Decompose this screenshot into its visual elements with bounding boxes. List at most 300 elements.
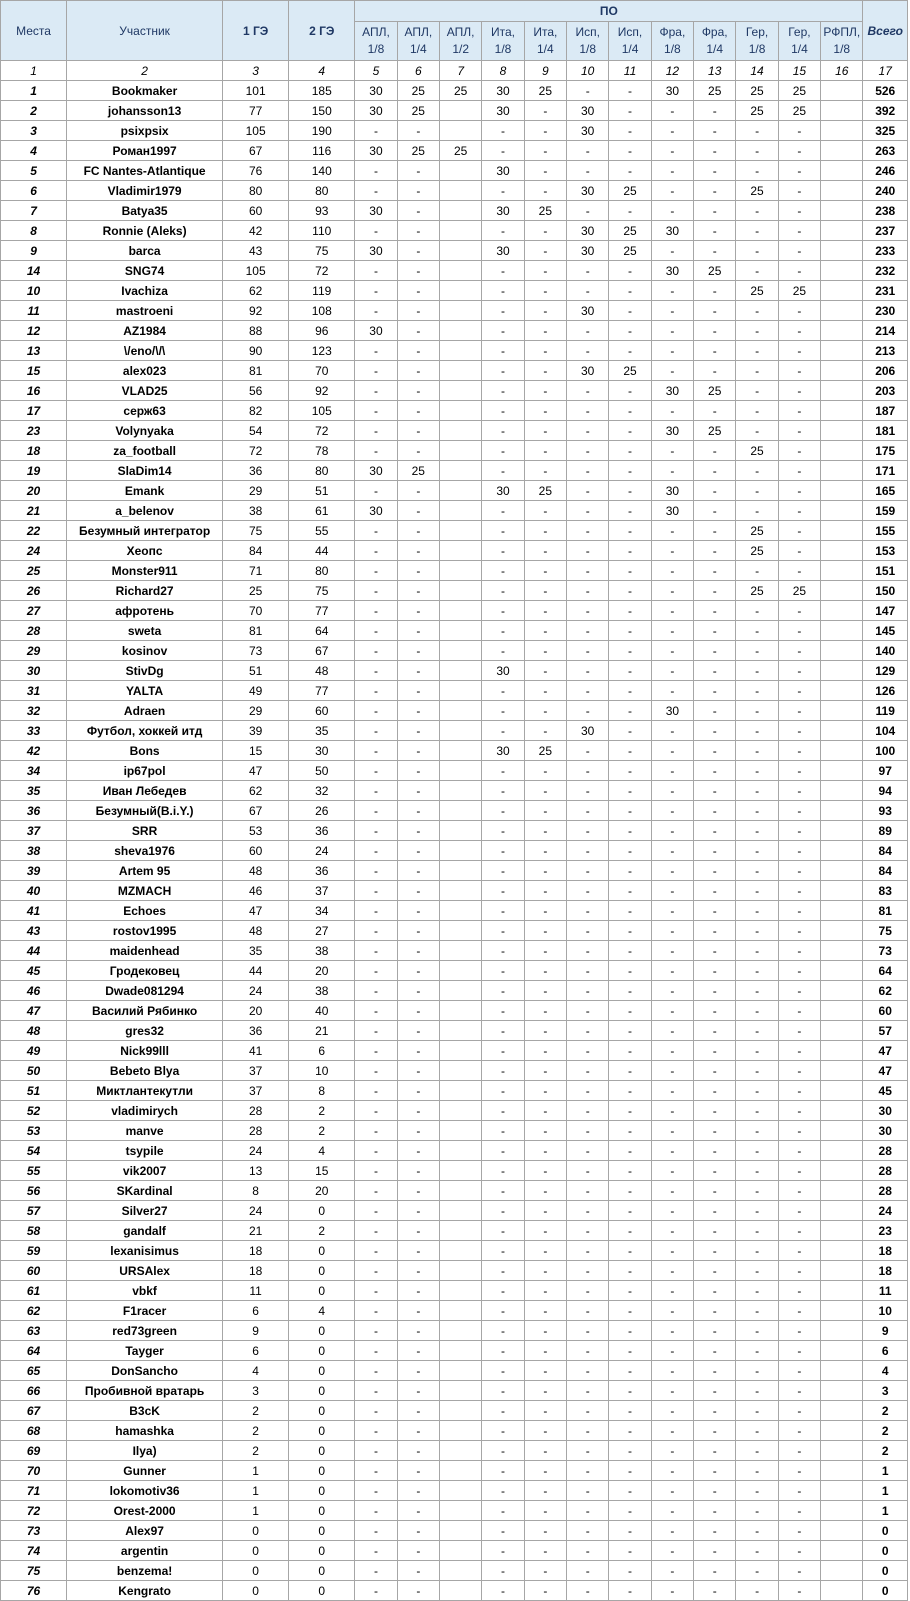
stage-round: 1/2: [452, 42, 469, 56]
stage-score-cell: -: [609, 1241, 651, 1261]
ge2-cell: 0: [289, 1561, 355, 1581]
stage-score-cell: -: [736, 801, 778, 821]
stage-score-cell: -: [694, 1461, 736, 1481]
stage-score-cell: -: [609, 821, 651, 841]
stage-score-cell: -: [609, 1561, 651, 1581]
ge1-cell: 24: [223, 1201, 289, 1221]
stage-score-cell: 25: [694, 81, 736, 101]
stage-league: АПЛ,: [404, 25, 433, 39]
place-cell: 73: [1, 1521, 67, 1541]
stage-score-cell: [821, 341, 863, 361]
stage-score-cell: -: [778, 241, 820, 261]
stage-score-cell: -: [482, 601, 524, 621]
stage-score-cell: -: [651, 301, 693, 321]
ge2-cell: 38: [289, 981, 355, 1001]
place-cell: 46: [1, 981, 67, 1001]
stage-score-cell: -: [609, 1581, 651, 1601]
participant-cell: Silver27: [67, 1201, 223, 1221]
participant-cell: B3cK: [67, 1401, 223, 1421]
stage-score-cell: -: [397, 1561, 439, 1581]
participant-cell: Безумный(B.i.Y.): [67, 801, 223, 821]
column-number: 2: [67, 61, 223, 81]
stage-score-cell: -: [651, 1501, 693, 1521]
stage-score-cell: -: [524, 261, 566, 281]
stage-score-cell: -: [397, 261, 439, 281]
stage-score-cell: 25: [524, 81, 566, 101]
stage-round: 1/4: [621, 42, 639, 56]
stage-score-cell: [439, 501, 481, 521]
stage-score-cell: -: [355, 1381, 397, 1401]
stage-score-cell: [821, 601, 863, 621]
stage-score-cell: -: [651, 281, 693, 301]
stage-score-cell: -: [567, 1561, 609, 1581]
stage-round: 1/8: [367, 42, 385, 56]
table-row: [1, 1421, 908, 1441]
table-row: [1, 841, 908, 861]
total-cell: 2: [863, 1421, 908, 1441]
stage-score-cell: [439, 441, 481, 461]
stage-score-cell: -: [694, 1421, 736, 1441]
stage-score-cell: -: [482, 1041, 524, 1061]
stage-score-cell: [821, 961, 863, 981]
stage-score-cell: [821, 1221, 863, 1241]
stage-score-cell: 25: [736, 521, 778, 541]
total-cell: 214: [863, 321, 908, 341]
place-cell: 29: [1, 641, 67, 661]
stage-score-cell: -: [355, 121, 397, 141]
total-cell: 213: [863, 341, 908, 361]
stage-score-cell: -: [609, 1201, 651, 1221]
stage-score-cell: -: [482, 441, 524, 461]
stage-score-cell: -: [694, 1201, 736, 1221]
stage-score-cell: -: [482, 701, 524, 721]
place-cell: 24: [1, 541, 67, 561]
stage-score-cell: -: [567, 781, 609, 801]
stage-score-cell: -: [524, 901, 566, 921]
stage-score-cell: -: [355, 961, 397, 981]
ge1-cell: 38: [223, 501, 289, 521]
stage-score-cell: 30: [567, 221, 609, 241]
stage-score-cell: 30: [651, 261, 693, 281]
stage-score-cell: -: [567, 521, 609, 541]
stage-score-cell: -: [609, 981, 651, 1001]
stage-round: 1/8: [748, 42, 766, 56]
stage-score-cell: -: [567, 761, 609, 781]
ge2-cell: 60: [289, 701, 355, 721]
table-row: [1, 121, 908, 141]
ge1-cell: 51: [223, 661, 289, 681]
ge1-cell: 101: [223, 81, 289, 101]
stage-score-cell: -: [609, 301, 651, 321]
stage-score-cell: -: [397, 1021, 439, 1041]
stage-score-cell: -: [609, 1441, 651, 1461]
stage-score-cell: -: [778, 1561, 820, 1581]
stage-score-cell: -: [736, 361, 778, 381]
participant-cell: Artem 95: [67, 861, 223, 881]
stage-score-cell: -: [524, 1061, 566, 1081]
stage-score-cell: -: [355, 481, 397, 501]
stage-score-cell: -: [736, 1581, 778, 1601]
total-cell: 231: [863, 281, 908, 301]
stage-score-cell: -: [482, 181, 524, 201]
stage-score-cell: -: [524, 801, 566, 821]
stage-score-cell: -: [397, 201, 439, 221]
stage-score-cell: 25: [736, 281, 778, 301]
stage-score-cell: -: [694, 221, 736, 241]
stage-score-cell: [439, 221, 481, 241]
stage-score-cell: -: [567, 741, 609, 761]
stage-score-cell: 25: [694, 381, 736, 401]
ge1-cell: 1: [223, 1501, 289, 1521]
stage-score-cell: [821, 1481, 863, 1501]
stage-score-cell: -: [397, 881, 439, 901]
place-cell: 63: [1, 1321, 67, 1341]
stage-score-cell: -: [397, 861, 439, 881]
participant-cell: Василий Рябинко: [67, 1001, 223, 1021]
stage-score-cell: -: [567, 341, 609, 361]
place-cell: 58: [1, 1221, 67, 1241]
stage-score-cell: -: [397, 521, 439, 541]
stage-score-cell: 25: [694, 421, 736, 441]
stage-league: Фра,: [659, 25, 686, 39]
total-cell: 94: [863, 781, 908, 801]
stage-score-cell: 30: [651, 421, 693, 441]
stage-score-cell: -: [778, 1341, 820, 1361]
stage-score-cell: [821, 1421, 863, 1441]
ge2-cell: 4: [289, 1301, 355, 1321]
stage-score-cell: -: [694, 841, 736, 861]
stage-score-cell: -: [778, 681, 820, 701]
stage-score-cell: -: [567, 441, 609, 461]
ge1-cell: 2: [223, 1421, 289, 1441]
table-row: [1, 441, 908, 461]
total-cell: 153: [863, 541, 908, 561]
stage-score-cell: -: [355, 1261, 397, 1281]
stage-score-cell: -: [397, 941, 439, 961]
ge1-cell: 72: [223, 441, 289, 461]
total-cell: 1: [863, 1501, 908, 1521]
ge1-cell: 0: [223, 1561, 289, 1581]
stage-score-cell: -: [694, 1101, 736, 1121]
stage-score-cell: -: [694, 1281, 736, 1301]
stage-score-cell: [439, 1541, 481, 1561]
stage-score-cell: -: [397, 541, 439, 561]
stage-score-cell: -: [355, 1441, 397, 1461]
stage-score-cell: -: [778, 381, 820, 401]
stage-score-cell: -: [355, 441, 397, 461]
table-row: [1, 1281, 908, 1301]
stage-score-cell: [821, 221, 863, 241]
stage-score-cell: -: [524, 1361, 566, 1381]
stage-score-cell: -: [609, 1341, 651, 1361]
stage-score-cell: -: [482, 1161, 524, 1181]
stage-score-cell: [439, 321, 481, 341]
stage-score-cell: [439, 1161, 481, 1181]
stage-score-cell: [439, 781, 481, 801]
stage-score-cell: -: [736, 421, 778, 441]
ge2-cell: 50: [289, 761, 355, 781]
column-number: 6: [397, 61, 439, 81]
stage-score-cell: -: [524, 1261, 566, 1281]
stage-score-cell: -: [567, 161, 609, 181]
ge2-cell: 2: [289, 1221, 355, 1241]
stage-score-cell: [821, 761, 863, 781]
place-cell: 31: [1, 681, 67, 701]
stage-score-cell: -: [778, 1141, 820, 1161]
stage-score-cell: -: [482, 1101, 524, 1121]
stage-score-cell: -: [397, 421, 439, 441]
stage-score-cell: -: [482, 761, 524, 781]
stage-score-cell: -: [567, 1101, 609, 1121]
table-row: [1, 1581, 908, 1601]
stage-score-cell: -: [651, 541, 693, 561]
table-row: [1, 981, 908, 1001]
stage-score-cell: -: [355, 161, 397, 181]
ge2-cell: 0: [289, 1321, 355, 1341]
stage-score-cell: -: [694, 1181, 736, 1201]
place-cell: 66: [1, 1381, 67, 1401]
table-row: [1, 341, 908, 361]
stage-score-cell: -: [355, 1141, 397, 1161]
place-cell: 61: [1, 1281, 67, 1301]
stage-score-cell: [439, 601, 481, 621]
stage-score-cell: -: [567, 921, 609, 941]
ge2-cell: 0: [289, 1341, 355, 1361]
stage-score-cell: -: [736, 941, 778, 961]
ge2-cell: 77: [289, 601, 355, 621]
stage-score-cell: -: [397, 1201, 439, 1221]
participant-cell: VLAD25: [67, 381, 223, 401]
participant-cell: Gunner: [67, 1461, 223, 1481]
ge1-cell: 9: [223, 1321, 289, 1341]
place-cell: 14: [1, 261, 67, 281]
stage-score-cell: -: [778, 1081, 820, 1101]
place-cell: 10: [1, 281, 67, 301]
stage-score-cell: -: [694, 1021, 736, 1041]
stage-score-cell: -: [778, 701, 820, 721]
stage-score-cell: -: [694, 1141, 736, 1161]
ge1-cell: 105: [223, 121, 289, 141]
stage-score-cell: [821, 361, 863, 381]
stage-score-cell: 25: [524, 741, 566, 761]
stage-score-cell: -: [397, 1401, 439, 1421]
stage-score-cell: 30: [651, 221, 693, 241]
stage-score-cell: -: [609, 1101, 651, 1121]
stage-score-cell: -: [609, 681, 651, 701]
stage-score-cell: -: [524, 681, 566, 701]
stage-score-cell: -: [355, 1561, 397, 1581]
stage-score-cell: -: [778, 661, 820, 681]
stage-score-cell: -: [609, 721, 651, 741]
stage-score-cell: -: [567, 481, 609, 501]
stage-score-cell: -: [397, 1581, 439, 1601]
ge2-cell: 21: [289, 1021, 355, 1041]
stage-score-cell: -: [482, 621, 524, 641]
stage-score-cell: [821, 1461, 863, 1481]
stage-score-cell: -: [355, 1361, 397, 1381]
stage-header: [694, 22, 736, 61]
total-cell: 104: [863, 721, 908, 741]
stage-score-cell: -: [482, 1281, 524, 1301]
ge2-cell: 36: [289, 861, 355, 881]
stage-round: 1/4: [791, 42, 808, 56]
place-cell: 38: [1, 841, 67, 861]
stage-score-cell: -: [694, 1381, 736, 1401]
stage-score-cell: -: [651, 1001, 693, 1021]
stage-score-cell: [439, 721, 481, 741]
stage-score-cell: -: [694, 1361, 736, 1381]
stage-score-cell: -: [651, 201, 693, 221]
place-cell: 47: [1, 1001, 67, 1021]
stage-round: 1/4: [706, 42, 724, 56]
total-cell: 18: [863, 1261, 908, 1281]
place-header: Места: [1, 1, 67, 61]
stage-league: АПЛ,: [362, 25, 390, 39]
stage-score-cell: [821, 1041, 863, 1061]
place-cell: 55: [1, 1161, 67, 1181]
stage-score-cell: 25: [736, 581, 778, 601]
stage-score-cell: -: [651, 101, 693, 121]
stage-score-cell: 25: [439, 141, 481, 161]
stage-score-cell: -: [651, 921, 693, 941]
total-cell: 246: [863, 161, 908, 181]
stage-score-cell: -: [609, 281, 651, 301]
stage-score-cell: -: [355, 1301, 397, 1321]
stage-score-cell: -: [355, 661, 397, 681]
participant-cell: афротень: [67, 601, 223, 621]
stage-score-cell: -: [778, 341, 820, 361]
stage-score-cell: -: [736, 1261, 778, 1281]
stage-score-cell: -: [609, 941, 651, 961]
stage-score-cell: -: [524, 1021, 566, 1041]
ge2-cell: 78: [289, 441, 355, 461]
stage-score-cell: -: [524, 701, 566, 721]
stage-score-cell: -: [482, 141, 524, 161]
place-cell: 16: [1, 381, 67, 401]
stage-score-cell: -: [778, 1461, 820, 1481]
stage-score-cell: -: [567, 321, 609, 341]
ge2-cell: 80: [289, 181, 355, 201]
stage-score-cell: [439, 1041, 481, 1061]
ge2-cell: 67: [289, 641, 355, 661]
stage-score-cell: -: [609, 1261, 651, 1281]
stage-score-cell: -: [355, 861, 397, 881]
stage-score-cell: -: [778, 1301, 820, 1321]
stage-score-cell: -: [355, 621, 397, 641]
stage-score-cell: -: [694, 461, 736, 481]
stage-score-cell: -: [736, 321, 778, 341]
stage-score-cell: -: [524, 881, 566, 901]
stage-score-cell: [439, 1481, 481, 1501]
stage-score-cell: -: [567, 661, 609, 681]
place-cell: 50: [1, 1061, 67, 1081]
stage-score-cell: -: [355, 1081, 397, 1101]
table-row: [1, 1381, 908, 1401]
column-number: 9: [524, 61, 566, 81]
participant-cell: Футбол, хоккей итд: [67, 721, 223, 741]
ge1-cell: 39: [223, 721, 289, 741]
stage-score-cell: 30: [355, 501, 397, 521]
stage-score-cell: -: [355, 841, 397, 861]
participant-cell: Безумный интегратор: [67, 521, 223, 541]
stage-score-cell: -: [482, 921, 524, 941]
stage-score-cell: -: [778, 981, 820, 1001]
participant-cell: SRR: [67, 821, 223, 841]
table-row: [1, 381, 908, 401]
stage-score-cell: [821, 501, 863, 521]
place-cell: 51: [1, 1081, 67, 1101]
place-cell: 56: [1, 1181, 67, 1201]
stage-score-cell: -: [524, 501, 566, 521]
stage-score-cell: -: [778, 1161, 820, 1181]
stage-score-cell: -: [567, 81, 609, 101]
stage-score-cell: -: [524, 1441, 566, 1461]
stage-score-cell: -: [482, 1581, 524, 1601]
stage-score-cell: -: [567, 1061, 609, 1081]
stage-score-cell: -: [567, 1261, 609, 1281]
ge2-cell: 15: [289, 1161, 355, 1181]
stage-score-cell: -: [355, 341, 397, 361]
participant-cell: Миктлантекутли: [67, 1081, 223, 1101]
stage-score-cell: -: [482, 981, 524, 1001]
stage-score-cell: [439, 261, 481, 281]
stage-score-cell: -: [736, 841, 778, 861]
stage-score-cell: -: [778, 401, 820, 421]
stage-score-cell: -: [482, 781, 524, 801]
stage-score-cell: 25: [609, 361, 651, 381]
stage-score-cell: -: [567, 1441, 609, 1461]
ge1-cell: 73: [223, 641, 289, 661]
ge1-cell: 18: [223, 1261, 289, 1281]
stage-score-cell: -: [651, 1321, 693, 1341]
stage-score-cell: [821, 401, 863, 421]
stage-score-cell: -: [482, 1201, 524, 1221]
stage-score-cell: [821, 1561, 863, 1581]
ge2-cell: 37: [289, 881, 355, 901]
ge1-cell: 53: [223, 821, 289, 841]
stage-score-cell: [439, 101, 481, 121]
ge2-cell: 0: [289, 1461, 355, 1481]
stage-score-cell: -: [482, 541, 524, 561]
total-cell: 62: [863, 981, 908, 1001]
stage-score-cell: -: [567, 901, 609, 921]
participant-cell: SlaDim14: [67, 461, 223, 481]
stage-score-cell: [821, 721, 863, 741]
stage-score-cell: -: [778, 781, 820, 801]
stage-score-cell: -: [397, 761, 439, 781]
stage-score-cell: -: [651, 1521, 693, 1541]
table-row: [1, 1021, 908, 1041]
stage-score-cell: -: [736, 761, 778, 781]
stage-score-cell: -: [736, 641, 778, 661]
stage-score-cell: -: [778, 641, 820, 661]
ge1-cell: 80: [223, 181, 289, 201]
place-cell: 53: [1, 1121, 67, 1141]
stage-score-cell: [439, 1401, 481, 1421]
table-row: [1, 861, 908, 881]
stage-score-cell: -: [694, 241, 736, 261]
ge2-cell: 77: [289, 681, 355, 701]
stage-score-cell: 25: [609, 181, 651, 201]
stage-score-cell: -: [524, 1581, 566, 1601]
table-row: [1, 501, 908, 521]
stage-score-cell: [439, 161, 481, 181]
stage-score-cell: -: [694, 701, 736, 721]
place-cell: 6: [1, 181, 67, 201]
ge2-cell: 38: [289, 941, 355, 961]
stage-score-cell: [821, 1001, 863, 1021]
participant-cell: Richard27: [67, 581, 223, 601]
